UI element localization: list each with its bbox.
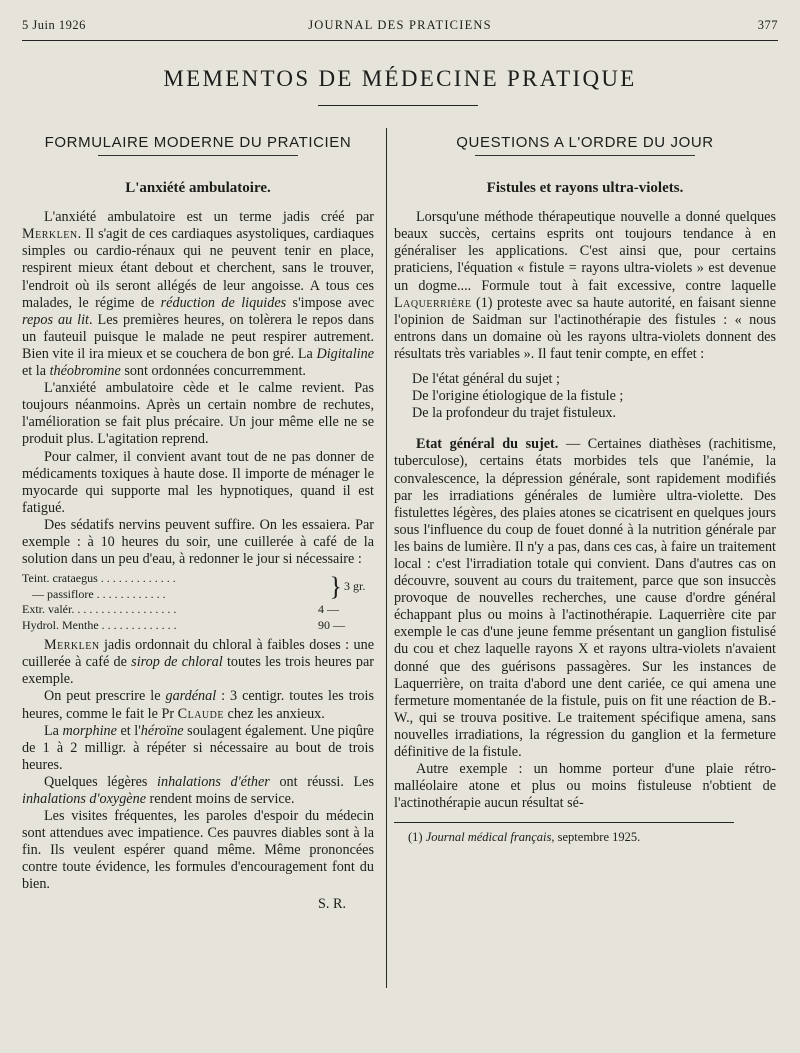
left-paragraph-6: On peut prescrire le gardénal : 3 centigr. toutes les trois heures, comme le fait le Pr Claude chez les anxieux. — [22, 688, 374, 722]
right-article-title: Fistules et rayons ultra-violets. — [486, 180, 684, 197]
list-item: De l'état général du sujet ; — [412, 371, 560, 388]
header-rule — [22, 40, 778, 41]
formula-group — [22, 571, 374, 602]
formula-quantity: 3 gr. — [344, 578, 366, 593]
page-title: MEMENTOS DE MÉDECINE PRATIQUE — [163, 66, 637, 91]
running-header — [22, 18, 778, 38]
right-section-rule — [475, 155, 695, 156]
formula-quantity: 4 — — [318, 602, 339, 617]
formula-ingredient: Teint. crataegus . . . . . . . . . . . . . — [22, 571, 176, 586]
left-column — [22, 130, 374, 913]
left-paragraph-2: L'anxiété ambulatoire cède et le calme revient. Pas toujours néanmoins. Après un certain nombre de rechutes, l'amélioration se fait plus précaire. Un jour même elle ne se produit plus. L'agitation reprend. — [22, 380, 374, 448]
left-paragraph-5: Merklen jadis ordonnait du chloral à faibles doses : une cuillerée à café de sirop de chloral toutes les trois heures par exemple. — [22, 637, 374, 688]
journal-name: JOURNAL DES PRATICIENS — [308, 18, 492, 32]
right-paragraph-1: Lorsqu'une méthode thérapeutique nouvelle a donné quelques beaux succès, certains esprits ont toujours tendance à en généraliser les applications. C'est ainsi que, pour certains praticiens, l'équation « fistule = rayons ultra-violets » est devenue un dogme.... Formule tout à fait excessive, contre laquelle Laquerrière (1) proteste avec sa haute autorité, en faisant sienne l'opinion de Saidman sur l'actinothérapie des fistules : « nous entrons dans un domaine où les rayons ultra-violets donnent des résultats très variables ». Il faut tenir compte, en effet : — [394, 209, 776, 362]
left-article-title: L'anxiété ambulatoire. — [125, 180, 271, 197]
title-rule — [318, 105, 478, 106]
left-section-title: FORMULAIRE MODERNE DU PRATICIEN — [44, 134, 352, 151]
left-paragraph-7: La morphine et l'héroïne soulagent également. Une piqûre de 1 à 2 milligr. à répéter si nécessaire au bout de trois heures. — [22, 722, 374, 773]
footnote-rule — [394, 822, 734, 823]
right-column — [394, 130, 776, 846]
author-signature: S. R. — [318, 895, 346, 912]
issue-date: 5 Juin 1926 — [22, 18, 86, 32]
formula-ingredient: Hydrol. Menthe . . . . . . . . . . . . . — [22, 617, 177, 632]
column-divider — [386, 128, 387, 988]
formula-quantity: 90 — — [318, 617, 345, 632]
list-item: De la profondeur du trajet fistuleux. — [412, 405, 617, 422]
left-paragraph-1: L'anxiété ambulatoire est un terme jadis créé par Merklen. Il s'agit de ces cardiaques asystoliques, cardiaques simples ou cardio-rénaux qui ne peuvent tenir en place, respirent mieux étant debout et cherchent, sans le trouver, l'endroit où ils seront allégés de leur angoisse. A tous ces malades, le régime de réduction de liquides s'impose avec repos au lit. Les premières heures, on tolèrera le repos dans un fauteuil puisque le malade ne peut respirer autrement. Bien vite il ira mieux et se couchera de bon gré. La Digitaline et la théobromine sont ordonnées concurremment. — [22, 209, 374, 380]
left-paragraph-3: Pour calmer, il convient avant tout de ne pas donner de médicaments toxiques à haute dose. Il importe de ménager le myocarde qui supporte mal les hypnotiques, quand il est fatigué. — [22, 448, 374, 516]
left-paragraph-9: Les visites fréquentes, les paroles d'espoir du médecin sont attendues avec impatience. Ces pauvres diables sont à la fin. Ils veulent espérer quand même. Même prononcées contre toute évidence, les formules d'encouragement font du bien. — [22, 808, 374, 893]
formula-ingredient: Extr. valér. . . . . . . . . . . . . . . . . . — [22, 602, 177, 617]
right-section-title: QUESTIONS A L'ORDRE DU JOUR — [456, 134, 714, 151]
author-name: Laquerrière — [394, 294, 472, 311]
prescription-formula — [22, 571, 374, 633]
formula-ingredient: — passiflore . . . . . . . . . . . . — [32, 586, 166, 601]
author-name: Merklen — [22, 226, 78, 243]
list-item: De l'origine étiologique de la fistule ; — [412, 388, 624, 405]
footnote: (1) Journal médical français, septembre 1925. — [408, 830, 641, 845]
page-number: 377 — [757, 18, 778, 32]
left-paragraph-4: Des sédatifs nervins peuvent suffire. On les essaiera. Par exemple : à 10 heures du soir, une cuillerée à café de la solution dans un peu d'eau, à redonner le jour si nécessaire : — [22, 516, 374, 568]
left-paragraph-8: Quelques légères inhalations d'éther ont réussi. Les inhalations d'oxygène rendent moins de service. — [22, 773, 375, 807]
subsection-lead: Etat général du sujet. — [416, 436, 559, 453]
right-paragraph-3: Autre exemple : un homme porteur d'une plaie rétro-malléolaire atone et plus ou moins fistuleuse n'obtient de l'actinothérapie aucun résultat sé- — [394, 761, 776, 812]
brace-symbol: } — [329, 571, 342, 601]
right-paragraph-2: Etat général du sujet. — Certaines diathèses (rachitisme, tuberculose), certains états morbides tels que l'anémie, la convalescence, la dépression générale, sont rapidement modifiés par les irradiations générales de lumière ultra-violette. Des fistulettes légères, des plaies atones se cicatrisent en quelques jours sous l'influence du coup de fouet donné à la nutrition générale par les bains de lumière. Il n'y a pas, dans ces cas, à faire un traitement local : c'est l'irradiation totale qui convient. Dans d'autres cas on découvre, souvent au cours du traitement, parce que son insuccès provoque de nouvelles recherches, une cause d'ordre général échappant plus ou moins à l'actinothérapie. Laquerrière cite par exemple le cas d'une jeune femme présentant un ganglion fistulisé du cou et chez laquelle rayons X et rayons ultra-violets n'avaient donné que des guérisons passagères. Sur les instances de Laquerrière, on traita d'abord une dent cariée, ce qui amena une fermeture momentanée de la fistule, puis on fit une réaction de B.-W., qui se trouva positive. Le traitement spécifique amena, sans nouvelles irradiations, la régression du ganglion et la fermeture définitive de la fistule. — [394, 436, 776, 760]
left-section-rule — [98, 155, 298, 156]
